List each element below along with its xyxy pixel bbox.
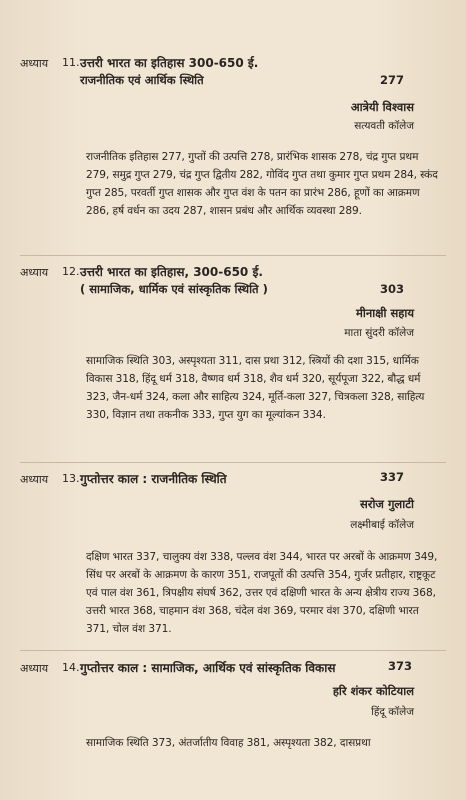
chapter-number: 14. (62, 661, 80, 674)
chapter-author: मीनाक्षी सहाय (356, 306, 414, 320)
chapter-number: 13. (62, 472, 80, 485)
chapter-topics: दक्षिण भारत 337, चालुक्य वंश 338, पल्लव वंश 344, भारत पर अरबों के आक्रमण 349, सिंध पर अरबों के आक्रमण के कारण 351, राजपूतों की उत्पत्ति 354, गुर्जर प्रतीहार, राष्ट्रकूट एवं पाल वंश 361, त्रिपक्षीय संघर्ष 362, उत्तर एवं दक्षिणी भारत के अन्य क्षेत्रीय राज्य 368, उत्तरी भारत 368, चाहमान वंश 368, चंदेल वंश 369, परमार वंश 370, दक्षिणी भारत 371, चोल वंश 371. (86, 551, 438, 635)
chapter-title: उत्तरी भारत का इतिहास, 300-650 ई. (80, 265, 263, 279)
divider (20, 650, 446, 651)
chapter-college: लक्ष्मीबाई कॉलेज (350, 519, 414, 531)
chapter-topics: राजनीतिक इतिहास 277, गुप्तों की उत्पत्ति 278, प्रारंभिक शासक 278, चंद्र गुप्त प्रथम 279, समुद्र गुप्त 279, चंद्र गुप्त द्वितीय 282, गोविंद गुप्त तथा कुमार गुप्त प्रथम 284, स्कंद गुप्त 285, परवर्ती गुप्त शासक और गुप्त वंश के पतन का प्रारंभ 286, हूणों का आक्रमण 286, हर्ष वर्धन का उदय 287, शासन प्रबंध और आर्थिक व्यवस्था 289. (86, 151, 438, 217)
chapter-page-number: 303 (380, 282, 405, 296)
chapter-number: 12. (62, 265, 80, 278)
chapter-author: सरोज गुलाटी (359, 497, 414, 511)
chapter-college: सत्यवती कॉलेज (354, 120, 414, 132)
chapter-college: माता सुंदरी कॉलेज (344, 327, 414, 339)
chapter-label: अध्याय (20, 662, 49, 675)
chapter-title: गुप्तोत्तर काल : राजनीतिक स्थिति (80, 472, 227, 486)
chapter-topics: सामाजिक स्थिति 373, अंतर्जातीय विवाह 381, अस्पृश्यता 382, दासप्रथा (86, 737, 371, 749)
chapter-page-number: 373 (388, 659, 413, 673)
chapter-subtitle: राजनीतिक एवं आर्थिक स्थिति (80, 73, 204, 87)
chapter-page-number: 277 (380, 73, 405, 87)
chapter-topics: सामाजिक स्थिति 303, अस्पृश्यता 311, दास प्रथा 312, स्त्रियों की दशा 315, धार्मिक विकास 318, हिंदू धर्म 318, वैष्णव धर्म 318, शैव धर्म 320, सूर्यपूजा 322, बौद्ध धर्म 323, जैन-धर्म 324, कला और साहित्य 324, मूर्ति-कला 327, चित्रकला 328, साहित्य 330, विज्ञान तथा तकनीक 333, गुप्त युग का मूल्यांकन 334. (86, 355, 425, 421)
divider (20, 462, 446, 463)
chapter-label: अध्याय (20, 57, 49, 70)
chapter-page-number: 337 (380, 470, 405, 484)
chapter-author: हरि शंकर कोटियाल (332, 684, 414, 698)
chapter-number: 11. (62, 56, 80, 69)
chapter-title: गुप्तोत्तर काल : सामाजिक, आर्थिक एवं सांस्कृतिक विकास (80, 661, 336, 675)
divider (20, 255, 446, 256)
chapter-author: आत्रेयी विश्वास (350, 100, 414, 114)
chapter-label: अध्याय (20, 473, 49, 486)
chapter-subtitle: ( सामाजिक, धार्मिक एवं सांस्कृतिक स्थिति ) (80, 282, 268, 296)
chapter-college: हिंदू कॉलेज (371, 706, 414, 718)
chapter-title: उत्तरी भारत का इतिहास 300-650 ई. (80, 56, 259, 70)
chapter-label: अध्याय (20, 266, 49, 279)
